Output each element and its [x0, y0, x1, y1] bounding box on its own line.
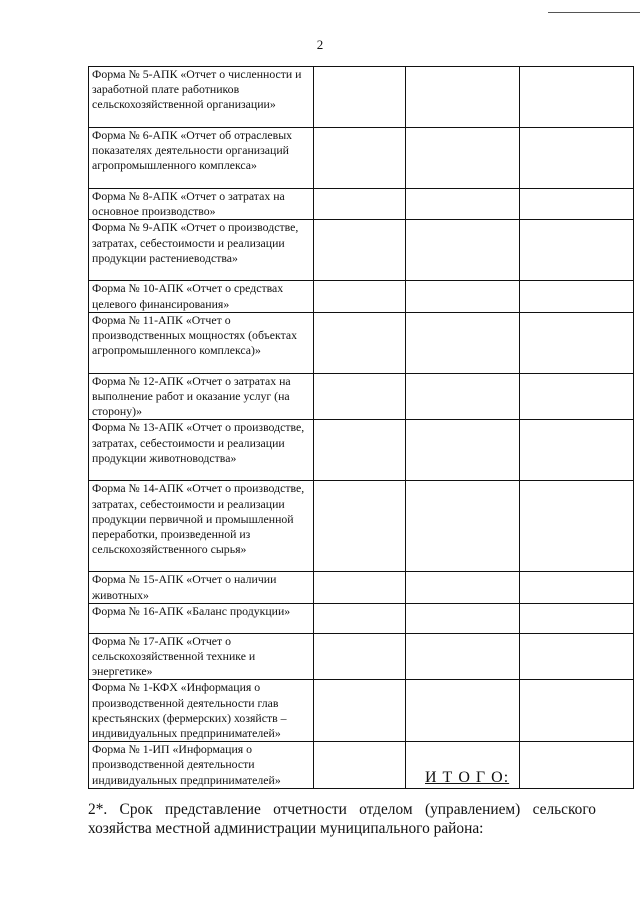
empty-cell [406, 67, 520, 128]
empty-cell [314, 189, 406, 220]
table-row [89, 312, 634, 373]
empty-cell [314, 67, 406, 128]
form-name-cell: Форма № 12-АПК «Отчет о затратах на выполнение работ и оказание услуг (на сторону)» [89, 373, 314, 420]
empty-cell [520, 420, 634, 481]
table-row [89, 420, 634, 481]
empty-cell [520, 312, 634, 373]
empty-cell [314, 572, 406, 603]
reporting-forms-table [88, 66, 634, 789]
table-row [89, 680, 634, 742]
empty-cell [314, 742, 406, 789]
empty-cell [314, 633, 406, 680]
form-name-cell: Форма № 1-ИП «Информация о производственной деятельности индивидуальных предпринимателей» [89, 742, 314, 789]
empty-cell [314, 373, 406, 420]
page-number: 2 [316, 37, 324, 52]
form-name-cell: Форма № 10-АПК «Отчет о средствах целевого финансирования» [89, 281, 314, 312]
empty-cell [520, 680, 634, 742]
empty-cell [406, 373, 520, 420]
form-name-cell: Форма № 6-АПК «Отчет об отраслевых показателях деятельности организаций агропромышленного комплекса» [89, 128, 314, 189]
form-name-cell: Форма № 17-АПК «Отчет о сельскохозяйственной технике и энергетике» [89, 633, 314, 680]
form-name-cell: Форма № 9-АПК «Отчет о производстве, затратах, себестоимости и реализации продукции растениеводства» [89, 220, 314, 281]
top-edge-rule [548, 12, 640, 13]
table-row [89, 603, 634, 633]
table-row [89, 481, 634, 572]
form-name-cell: Форма № 13-АПК «Отчет о производстве, затратах, себестоимости и реализации продукции животноводства» [89, 420, 314, 481]
table-row [89, 373, 634, 420]
empty-cell [406, 312, 520, 373]
paragraph-line-2: хозяйства местной администрации муниципального района: [88, 820, 484, 837]
empty-cell [314, 481, 406, 572]
empty-cell [520, 189, 634, 220]
empty-cell [520, 742, 634, 789]
form-name-cell: Форма № 15-АПК «Отчет о наличии животных» [89, 572, 314, 603]
empty-cell [520, 373, 634, 420]
empty-cell [520, 572, 634, 603]
empty-cell [314, 680, 406, 742]
empty-cell [520, 481, 634, 572]
total-label: И Т О Г О: [425, 769, 510, 786]
empty-cell [520, 67, 634, 128]
empty-cell [314, 312, 406, 373]
form-name-cell: Форма № 8-АПК «Отчет о затратах на основное производство» [89, 189, 314, 220]
form-name-cell: Форма № 1-КФХ «Информация о производственной деятельности глав крестьянских (фермерских) хозяйств – индивидуальных предпринимателей» [89, 680, 314, 742]
empty-cell [520, 603, 634, 633]
empty-cell [406, 633, 520, 680]
empty-cell [314, 603, 406, 633]
empty-cell [314, 420, 406, 481]
table-row [89, 742, 634, 789]
table-row [89, 220, 634, 281]
table-row [89, 633, 634, 680]
form-name-cell: Форма № 5-АПК «Отчет о численности и заработной плате работников сельскохозяйственной организации» [89, 67, 314, 128]
form-name-cell: Форма № 11-АПК «Отчет о производственных мощностях (объектах агропромышленного комплекса)» [89, 312, 314, 373]
empty-cell [406, 572, 520, 603]
empty-cell [314, 220, 406, 281]
empty-cell [520, 281, 634, 312]
table-row [89, 189, 634, 220]
paragraph-line-1: 2*. Срок представление отчетности отделом (управлением) сельского [88, 801, 596, 818]
empty-cell [406, 481, 520, 572]
empty-cell [314, 128, 406, 189]
table-row [89, 281, 634, 312]
table-row [89, 128, 634, 189]
table-row [89, 572, 634, 603]
empty-cell [406, 128, 520, 189]
empty-cell [406, 603, 520, 633]
form-name-cell: Форма № 16-АПК «Баланс продукции» [89, 603, 314, 633]
empty-cell [520, 633, 634, 680]
empty-cell [520, 128, 634, 189]
empty-cell [520, 220, 634, 281]
empty-cell [406, 281, 520, 312]
empty-cell [406, 420, 520, 481]
table-row [89, 67, 634, 128]
form-name-cell: Форма № 14-АПК «Отчет о производстве, затратах, себестоимости и реализации продукции первичной и промышленной переработки, произведенной из сельскохозяйственного сырья» [89, 481, 314, 572]
empty-cell [314, 281, 406, 312]
empty-cell [406, 680, 520, 742]
empty-cell [406, 189, 520, 220]
empty-cell [406, 220, 520, 281]
